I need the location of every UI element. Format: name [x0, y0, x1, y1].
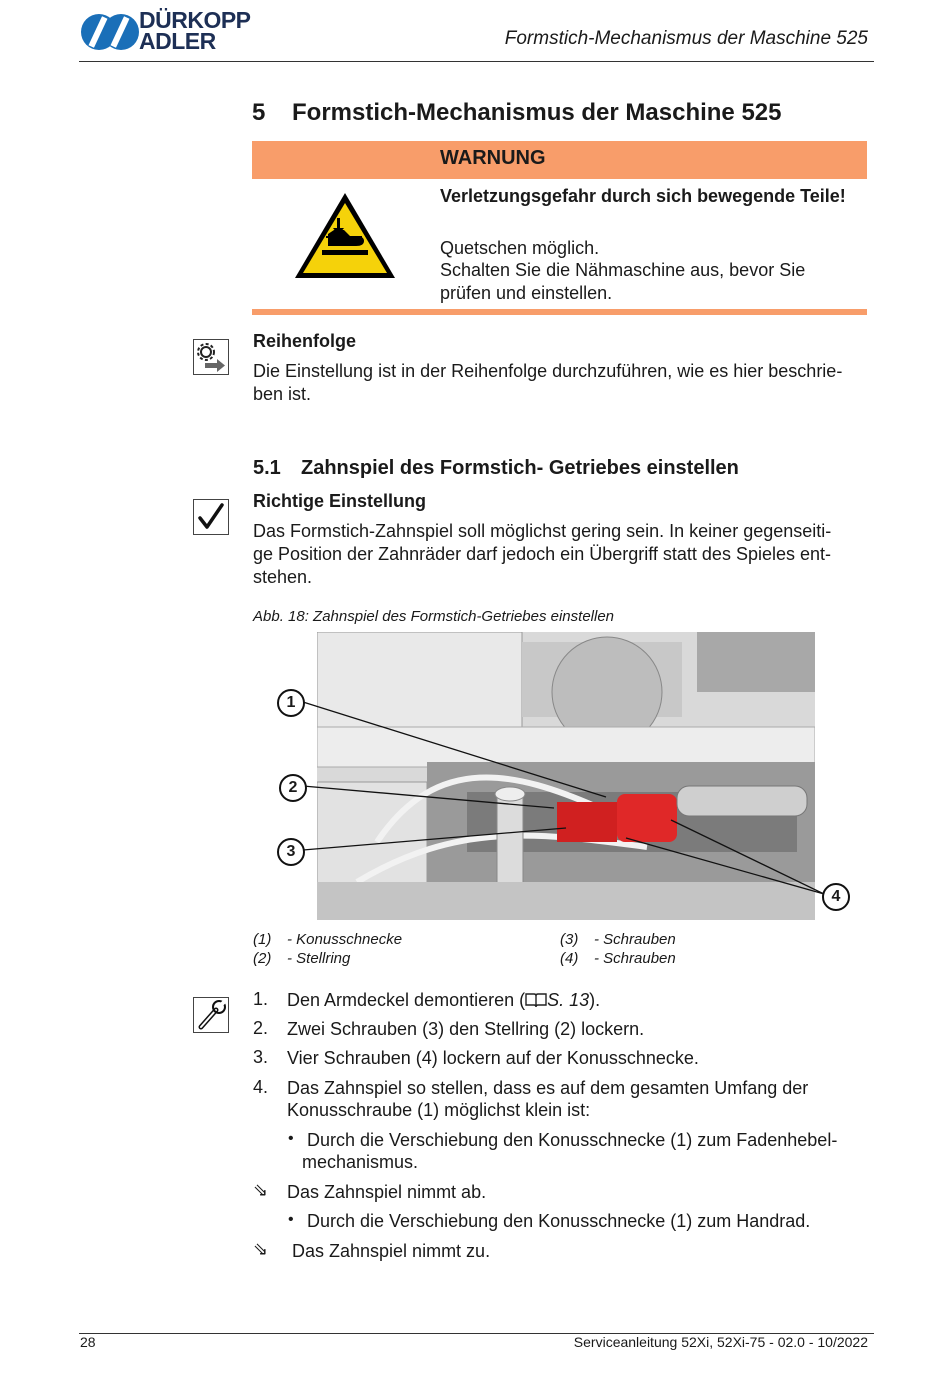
figure-caption: Abb. 18: Zahnspiel des Formstich-Getriebes einstellen [253, 608, 615, 625]
step-1-number: 1. [253, 989, 269, 1009]
chapter-title [252, 99, 782, 127]
legend-text-4: - Schrauben [594, 950, 676, 967]
result-2-text: Das Zahnspiel nimmt zu. [292, 1241, 491, 1261]
warning-text-line3: prüfen und einstellen. [440, 283, 613, 303]
section-number: 5.1 [253, 457, 281, 479]
callout-leader-lines [276, 680, 836, 920]
book-icon [525, 992, 547, 1008]
correct-text-line3: stehen. [253, 567, 313, 587]
warning-text-line1: Quetschen möglich. [440, 238, 600, 258]
section-title [253, 457, 739, 480]
running-header-title: Formstich-Mechanismus der Maschine 525 [504, 28, 868, 49]
correct-setting-heading: Richtige Einstellung [253, 491, 427, 511]
result-1-text: Das Zahnspiel nimmt ab. [287, 1182, 487, 1202]
wrench-icon [193, 997, 229, 1033]
chapter-number: 5 [252, 99, 266, 126]
legend-num-4: (4) [560, 950, 579, 967]
step-1-text: Den Armdeckel demontieren ( [287, 990, 526, 1010]
section-title-text: Zahnspiel des Formstich- Getriebes einstellen [301, 457, 739, 479]
order-text-line2: ben ist. [253, 384, 312, 404]
logo-text-line1: DÜRKOPP [139, 7, 251, 33]
order-heading: Reihenfolge [253, 331, 357, 351]
correct-text-line2: ge Position der Zahnräder darf jedoch ein Übergriff statt des Spieles ent- [253, 544, 831, 564]
hand-crush-hazard-icon [292, 190, 398, 282]
step-1-page-ref[interactable]: S. 13 [547, 990, 590, 1010]
legend-num-1: (1) [253, 931, 272, 948]
warning-text-line2: Schalten Sie die Nähmaschine aus, bevor Sie [440, 260, 806, 280]
logo-text-line2: ADLER [139, 28, 216, 54]
bullet-2-line1: Durch die Verschiebung den Konusschnecke (1) zum Handrad. [307, 1211, 811, 1231]
step-2-text: Zwei Schrauben (3) den Stellring (2) lockern. [287, 1019, 645, 1039]
callout-3: 3 [277, 838, 305, 866]
bullet-1-line2: mechanismus. [302, 1152, 419, 1172]
step-4-text-line2: Konusschraube (1) möglichst klein ist: [287, 1100, 591, 1120]
page-number: 28 [80, 1334, 96, 1350]
warning-label: WARNUNG [440, 147, 546, 169]
step-4-text-line1: Das Zahnspiel so stellen, dass es auf dem gesamten Umfang der [287, 1078, 809, 1098]
step-2-number: 2. [253, 1018, 269, 1038]
warning-header-bar [252, 141, 867, 179]
settings-order-icon [193, 339, 229, 375]
bullet-dot-1: • [288, 1130, 294, 1147]
warning-heading: Verletzungsgefahr durch sich bewegende Teile! [440, 186, 846, 206]
chapter-title-text: Formstich-Mechanismus der Maschine 525 [292, 99, 782, 126]
checkmark-icon [193, 499, 229, 535]
step-1-close: ). [589, 990, 601, 1010]
step-1 [287, 989, 872, 1012]
callout-1: 1 [277, 689, 305, 717]
step-3-number: 3. [253, 1047, 269, 1067]
bullet-dot-2: • [288, 1211, 294, 1228]
warning-bottom-bar [252, 309, 867, 315]
legend-num-3: (3) [560, 931, 579, 948]
order-text-line1: Die Einstellung ist in der Reihenfolge durchzuführen, wie es hier beschrie- [253, 361, 843, 381]
result-arrow-icon: ⇘ [253, 1180, 269, 1200]
bullet-1-line1: Durch die Verschiebung den Konusschnecke (1) zum Fadenhebel- [307, 1130, 838, 1150]
result-arrow-icon: ⇘ [253, 1239, 269, 1259]
step-4-number: 4. [253, 1077, 269, 1097]
callout-4: 4 [822, 883, 850, 911]
legend-text-1: - Konusschnecke [287, 931, 403, 948]
step-3-text: Vier Schrauben (4) lockern auf der Konusschnecke. [287, 1048, 699, 1068]
legend-text-3: - Schrauben [594, 931, 676, 948]
correct-text-line1: Das Formstich-Zahnspiel soll möglichst gering sein. In keiner gegenseiti- [253, 521, 832, 541]
footer-document-title: Serviceanleitung 52Xi, 52Xi-75 - 02.0 - 10/2022 [573, 1334, 868, 1350]
legend-text-2: - Stellring [287, 950, 351, 967]
duerkopp-adler-logo [80, 10, 140, 54]
header-divider [79, 61, 874, 62]
legend-num-2: (2) [253, 950, 272, 967]
callout-2: 2 [279, 774, 307, 802]
